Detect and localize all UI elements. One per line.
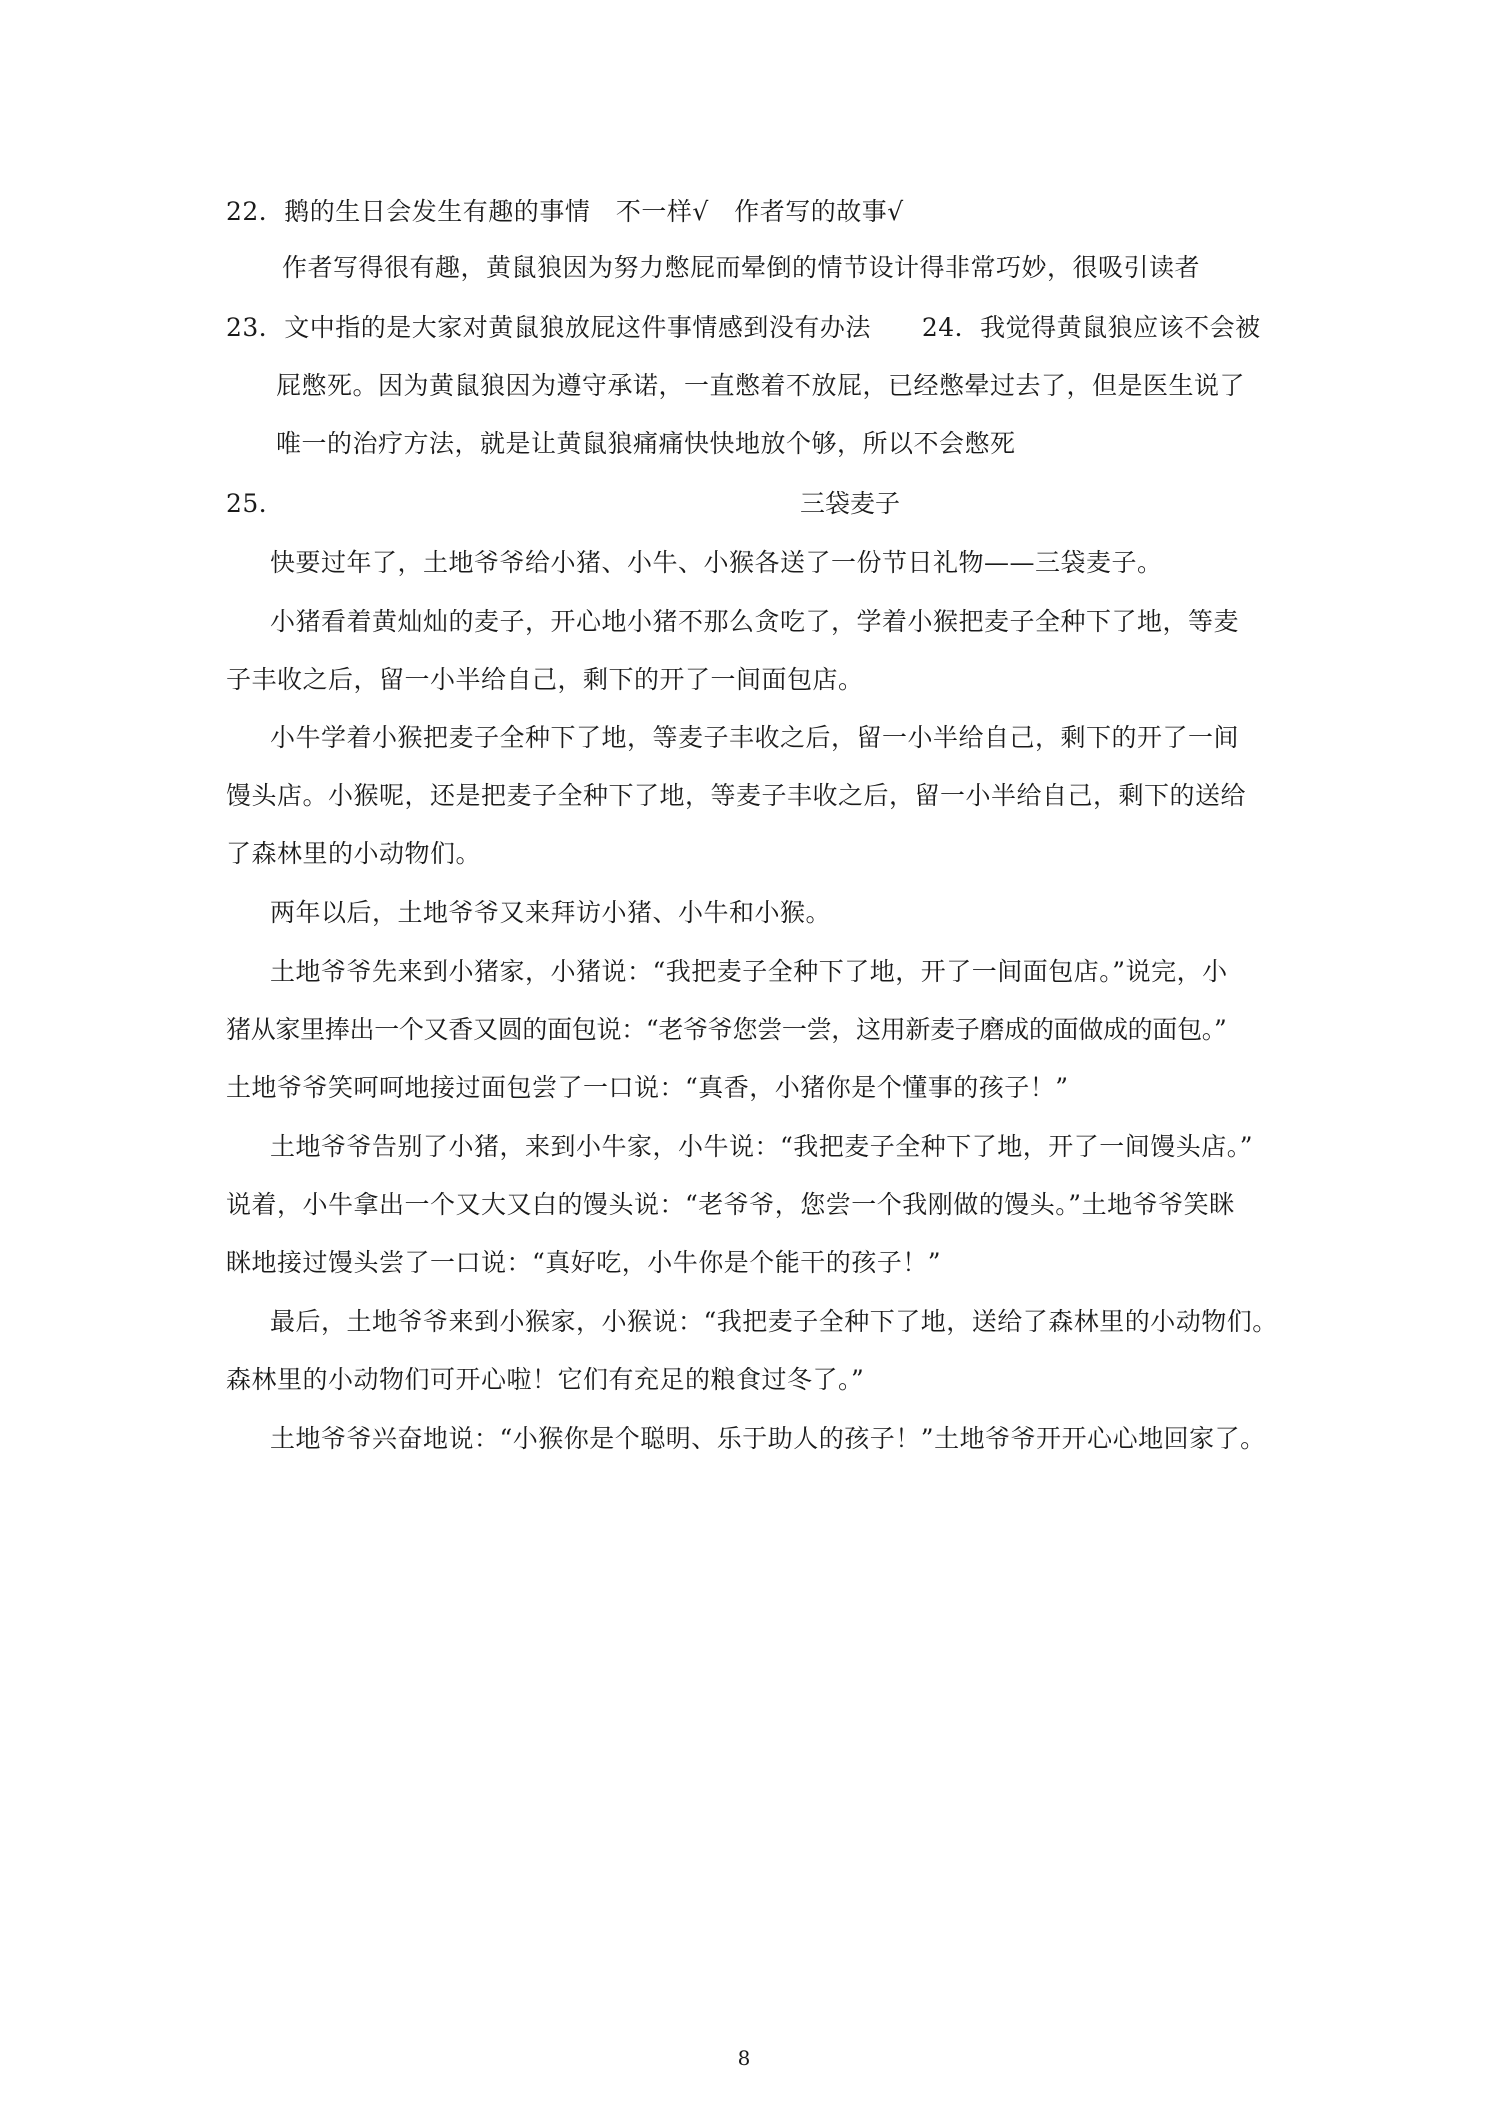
answer-24-line-3: 唯一的治疗方法，就是让黄鼠狼痛痛快快地放个够，所以不会憋死 <box>276 429 1016 458</box>
story-title: 三袋麦子 <box>800 489 901 518</box>
story-line: 小牛学着小猴把麦子全种下了地，等麦子丰收之后，留一小半给自己，剩下的开了一间 <box>270 723 1240 752</box>
story-line: 馒头店。小猴呢，还是把麦子全种下了地，等麦子丰收之后，留一小半给自己，剩下的送给 <box>226 781 1247 810</box>
story-line: 土地爷爷兴奋地说：“小猴你是个聪明、乐于助人的孩子！”土地爷爷开开心心地回家了。 <box>270 1424 1266 1453</box>
story-line: 眯地接过馒头尝了一口说：“真好吃，小牛你是个能干的孩子！” <box>226 1248 942 1277</box>
story-line: 说着，小牛拿出一个又大又白的馒头说：“老爷爷，您尝一个我刚做的馒头。”土地爷爷笑眯 <box>226 1190 1235 1219</box>
answer-22-line-1: 22．鹅的生日会发生有趣的事情 不一样√ 作者写的故事√ <box>226 197 904 226</box>
story-line: 快要过年了，土地爷爷给小猪、小牛、小猴各送了一份节日礼物——三袋麦子。 <box>270 548 1163 577</box>
story-line: 两年以后，土地爷爷又来拜访小猪、小牛和小猴。 <box>270 898 832 927</box>
answer-24-line-2: 屁憋死。因为黄鼠狼因为遵守承诺，一直憋着不放屁，已经憋晕过去了，但是医生说了 <box>276 371 1246 400</box>
story-line: 小猪看着黄灿灿的麦子，开心地小猪不那么贪吃了，学着小猴把麦子全种下了地，等麦 <box>270 607 1240 636</box>
story-line: 土地爷爷告别了小猪，来到小牛家，小牛说：“我把麦子全种下了地，开了一间馒头店。” <box>270 1132 1254 1161</box>
story-line: 猪从家里捧出一个又香又圆的面包说：“老爷爷您尝一尝，这用新麦子磨成的面做成的面包。” <box>226 1015 1227 1044</box>
answer-23-24-line-1: 23．文中指的是大家对黄鼠狼放屁这件事情感到没有办法 24．我觉得黄鼠狼应该不会被 <box>226 313 1261 342</box>
story-line: 土地爷爷笑呵呵地接过面包尝了一口说：“真香，小猪你是个懂事的孩子！” <box>226 1073 1069 1102</box>
question-25-number: 25． <box>226 489 285 518</box>
page-number: 8 <box>737 2046 751 2070</box>
answer-22-line-2: 作者写得很有趣，黄鼠狼因为努力憋屁而晕倒的情节设计得非常巧妙，很吸引读者 <box>282 253 1201 282</box>
story-line: 最后，土地爷爷来到小猴家，小猴说：“我把麦子全种下了地，送给了森林里的小动物们。 <box>270 1307 1278 1336</box>
story-line: 了森林里的小动物们。 <box>226 839 482 868</box>
story-line: 子丰收之后，留一小半给自己，剩下的开了一间面包店。 <box>226 665 864 694</box>
story-line: 森林里的小动物们可开心啦！它们有充足的粮食过冬了。” <box>226 1365 865 1394</box>
story-line: 土地爷爷先来到小猪家，小猪说：“我把麦子全种下了地，开了一间面包店。”说完，小 <box>270 957 1228 986</box>
